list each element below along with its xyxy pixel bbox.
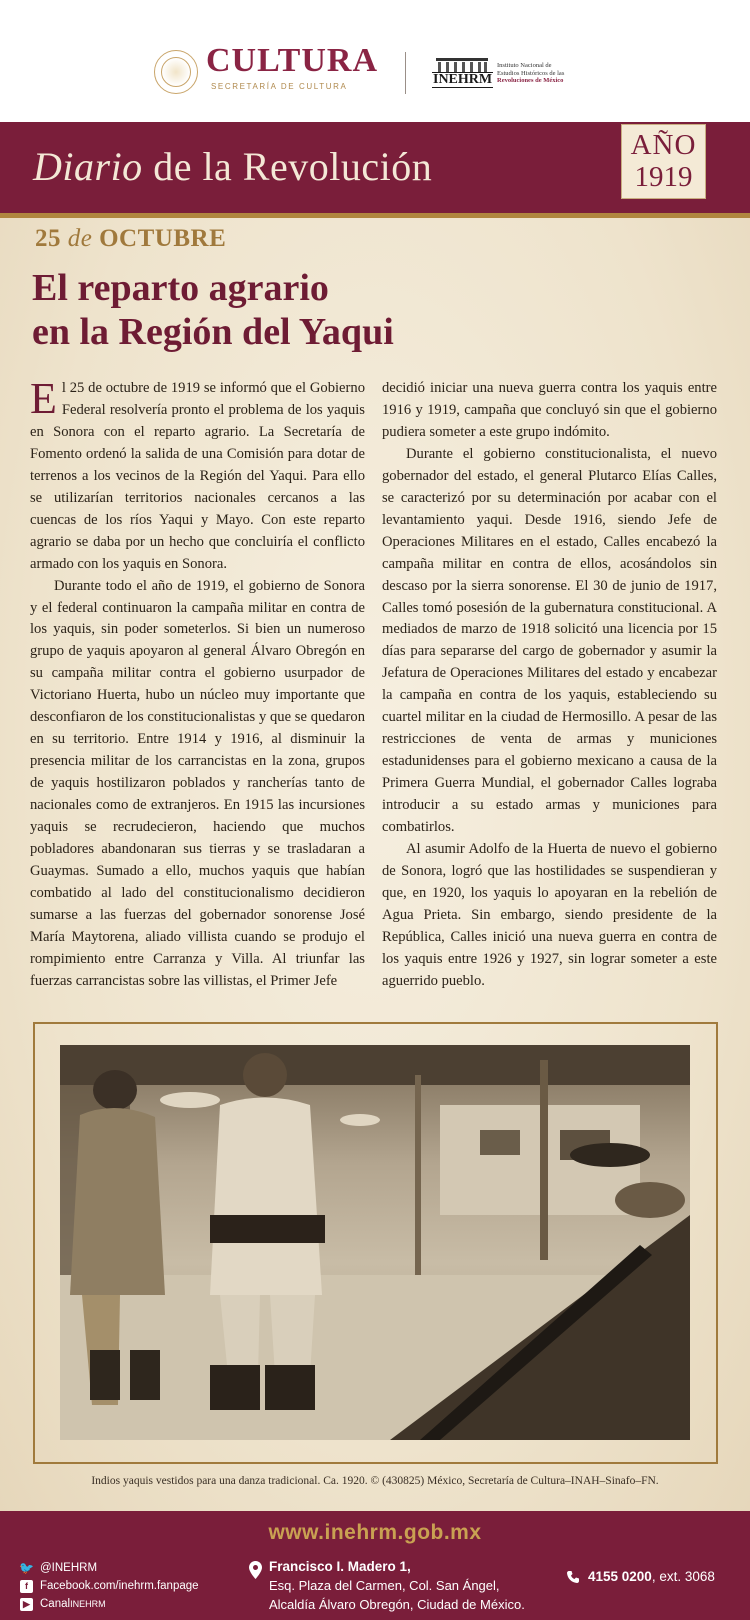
paragraph-1: El 25 de octubre de 1919 se informó que el Gobierno Federal resolvería pronto el problema de los yaquis en Sonora con el reparto agrario. La Secretaría de Fomento ordenó la salida de una Comisión para dotar de terrenos a los vecinos de la Región del Yaqui. Para ello se utilizarían territorios nacionales cercanos a las cuencas de los ríos Yaqui y Mayo. Con este reparto agrario se daba por un hecho que concluiría el conflicto armado con los yaquis en Sonora. [30, 374, 365, 572]
inehrm-logo-text: INEHRM [433, 72, 493, 87]
facebook-icon: f [20, 1580, 33, 1593]
logo-divider [405, 52, 406, 94]
year-box [621, 124, 706, 199]
year-label: AÑO [630, 129, 697, 161]
paragraph-4: Durante el gobierno constitucionalista, el nuevo gobernador del estado, el general Plutarco Elías Calles, se caracterizó por su determinación por acabar con el levantamiento yaqui. Desde 1916, siendo Jefe de Operaciones Militares en el estado, Calles encabezó la campaña militar en contra de ellos, acosándolos sin descaso por la sierra sonorense. El 30 de junio de 1917, Calles tomó posesión de la gubernatura constitucional. A mediados de marzo de 1918 solicitó una licencia por 15 días para separarse del cargo de gobernador y asumir la Jefatura de Operaciones Militares del estado y encabezar la campaña en contra de los yaquis, estableciendo su cuartel militar en la ciudad de Hermosillo. A pesar de las restricciones de venta de armas y municiones estadunidenses para el gobierno mexicano a causa de la Primera Guerra Mundial, el gobernador Calles lograba introducir a su estado armas y municiones para combatirlos. [382, 445, 717, 836]
website-link[interactable]: www.inehrm.gob.mx [268, 1521, 482, 1544]
article-column-right [382, 378, 717, 993]
cultura-subtitle: SECRETARÍA DE CULTURA [211, 82, 348, 91]
historical-photo [60, 1045, 690, 1440]
address-line-3: Alcaldía Álvaro Obregón, Ciudad de México. [269, 1597, 525, 1612]
publication-title: Diario de la Revolución [33, 144, 433, 189]
photo-caption: Indios yaquis vestidos para una danza tradicional. Ca. 1920. © (430825) México, Secretaría de Cultura–INAH–Sinafo–FN. [91, 1475, 659, 1487]
youtube-icon: ▶ [20, 1598, 33, 1611]
phone-contact[interactable]: 4155 0200 , ext. 3068 [566, 1569, 715, 1584]
national-seal-icon [154, 50, 198, 94]
paragraph-2: Durante todo el año de 1919, el gobierno de Sonora y el federal continuaron la campaña militar en contra de los yaquis, sin poder someterlos. Si bien un numeroso grupo de yaquis apoyaron al general Álvaro Obregón en su campaña militar contra el gobierno usurpador de Victoriano Huerta, hubo un núcleo muy importante que desconfiaron de los constitucionalistas y que se quedaron en su territorio. Entre 1914 y 1916, al disminuir la presencia militar de los carrancistas en la zona, grupos de yaquis hostilizaron poblados y rancherías tanto de nacionales como de extranjeros. En 1915 las incursiones yaquis se recrudecieron, haciendo que muchos pobladores abandonaran sus tierras y se trasladaran a Guaymas. Sumado a ello, muchos yaquis que habían combatido al lado del constitucionalismo decidieron sumarse a las fuerzas del gobernador sonorense José María Maytorena, aliado villista cuando se produjo el rompimiento entre Carranza y Villa. Al triunfar las fuerzas carrancistas sobre las villistas, el Primer Jefe [30, 577, 365, 989]
paragraph-3: decidió iniciar una nueva guerra contra los yaquis entre 1916 y 1919, campaña que concluyó sin que el gobierno pudiera someter a este grupo indómito. [382, 380, 717, 440]
twitter-link[interactable]: 🐦 @INEHRM [19, 1561, 98, 1575]
youtube-link[interactable]: ▶ Canal INEHRM [20, 1595, 199, 1613]
twitter-icon: 🐦 [19, 1561, 34, 1575]
facebook-link[interactable]: f Facebook.com/inehrm.fanpage [20, 1577, 199, 1595]
address-street: Francisco I. Madero 1, [269, 1559, 411, 1574]
address-block [249, 1557, 525, 1614]
address-line-2: Esq. Plaza del Carmen, Col. San Ángel, [269, 1578, 500, 1593]
header-logos [0, 0, 750, 122]
paragraph-5: Al asumir Adolfo de la Huerta de nuevo el gobierno de Sonora, logró que las hostilidades se suspendieran y que, en 1920, los yaquis lo apoyaran en la rebelión de Agua Prieta. Sin embargo, siendo presidente de la República, Calles inició una nueva guerra en contra de los yaquis entre 1926 y 1927, sin lograr someter a este aguerrido pueblo. [382, 841, 717, 989]
drop-cap: E [30, 374, 57, 423]
article-headline: El reparto agrario en la Región del Yaqui [32, 267, 394, 353]
inehrm-description: Instituto Nacional de Estudios Históricos de las Revoluciones de México [497, 62, 565, 84]
cultura-logo-text: CULTURA [206, 42, 379, 79]
article-column-left [30, 374, 365, 993]
year-value: 1919 [634, 161, 693, 193]
phone-icon [566, 1570, 580, 1584]
location-pin-icon [249, 1561, 262, 1579]
article-date: 25 de OCTUBRE [35, 225, 227, 252]
social-links [20, 1559, 199, 1613]
